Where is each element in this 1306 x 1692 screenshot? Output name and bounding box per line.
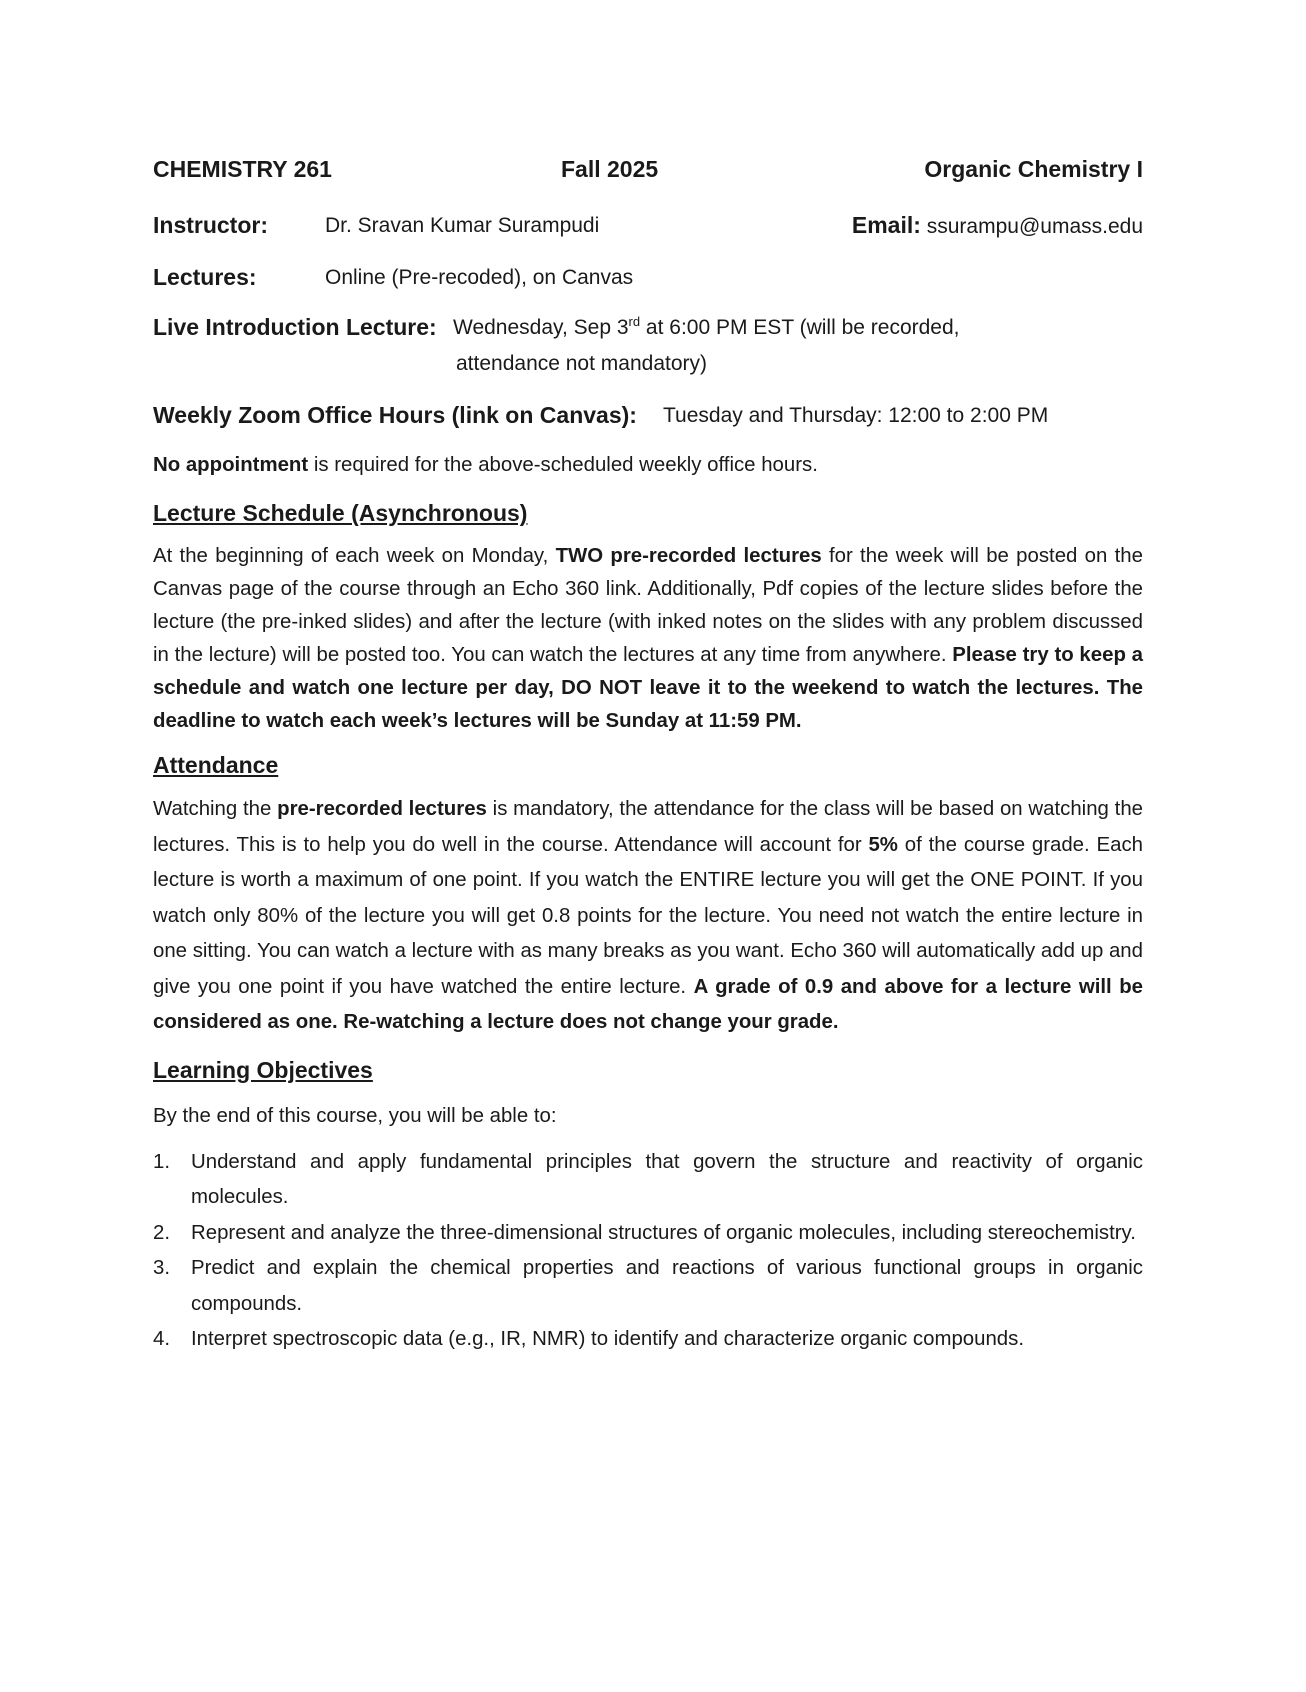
instructor-name: Dr. Sravan Kumar Surampudi: [325, 214, 600, 237]
document-header: [153, 150, 1143, 190]
list-item-text: Understand and apply fundamental principles that govern the structure and reactivity of organic molecules.: [191, 1150, 1143, 1208]
bold-run: TWO pre-recorded lectures: [555, 545, 822, 567]
list-item-number: 2.: [153, 1221, 171, 1244]
list-item: [153, 1216, 1143, 1252]
office-hours-label: Weekly Zoom Office Hours (link on Canvas):: [153, 402, 637, 428]
live-intro-date-suffix: rd: [628, 314, 641, 329]
office-hours-value: Tuesday and Thursday: 12:00 to 2:00 PM: [663, 404, 1049, 427]
office-hours-row: [153, 400, 1143, 450]
text-run: of the course grade. Each lecture is worth a maximum of one point. If you watch the ENTIRE lecture you will get the ONE POINT. If you watch only 80% of the lecture you will get 0.8 points for the lecture. You need not watch the entire lecture in one sitting. You can watch a lecture with as many breaks as you want. Echo 360 will automatically add up and give you one point if you have watched the entire lecture.: [153, 833, 1144, 998]
bold-run: 5%: [868, 833, 898, 856]
email-block: [852, 210, 1143, 242]
list-item-number: 1.: [153, 1150, 171, 1173]
text-run: At the beginning of each week on Monday,: [153, 545, 556, 567]
live-intro-label: Live Introduction Lecture:: [153, 314, 437, 340]
attendance-heading: Attendance: [153, 752, 279, 778]
lectures-value: Online (Pre-recoded), on Canvas: [325, 266, 634, 289]
bold-run: A grade of 0.9 and above for a lecture will be considered as one. Re-watching a lecture does not change your grade.: [153, 975, 1143, 1033]
attendance-paragraph: [153, 792, 1143, 1041]
list-item-text: Predict and explain the chemical properties and reactions of various functional groups in organic compounds.: [191, 1257, 1143, 1315]
appointment-rest: is required for the above-scheduled weekly office hours.: [308, 454, 818, 476]
list-item-text: Interpret spectroscopic data (e.g., IR, NMR) to identify and characterize organic compounds.: [191, 1328, 1025, 1350]
live-intro-row: [153, 312, 1143, 400]
course-term: Fall 2025: [561, 156, 659, 182]
text-run: is mandatory, the attendance for the class will be based on watching the lectures. This is to help you do well in the course. Attendance will account for: [153, 798, 1143, 856]
objectives-intro: By the end of this course, you will be able to:: [153, 1104, 557, 1127]
list-item-number: 3.: [153, 1257, 171, 1279]
list-item: [153, 1251, 1143, 1322]
live-intro-date: Wednesday, Sep 3: [453, 316, 629, 339]
lectures-row: [153, 262, 1143, 312]
text-run: for the week will be posted on the Canvas page of the course through an Echo 360 link. Additionally, Pdf copies of the lecture slides before the lecture (the pre-inked slides) and after the lecture (with inked notes on the slides with any problem discussed in the lecture) will be posted too. You can watch the lectures at any time from anywhere.: [153, 545, 1143, 666]
instructor-row: [153, 210, 1143, 262]
list-item: [153, 1322, 1143, 1358]
list-item: [153, 1145, 1143, 1216]
appointment-bold: No appointment: [153, 454, 309, 476]
list-item-text: Represent and analyze the three-dimensional structures of organic molecules, including stereochemistry.: [191, 1221, 1136, 1244]
bold-run: pre-recorded lectures: [277, 798, 487, 820]
text-run: Watching the: [153, 798, 278, 820]
live-intro-note: attendance not mandatory): [456, 352, 707, 375]
appointment-note: [153, 450, 1143, 480]
lecture-schedule-paragraph: [153, 540, 1143, 738]
lectures-label: Lectures:: [153, 264, 257, 290]
course-title: Organic Chemistry I: [924, 156, 1143, 182]
bold-run: Please try to keep a schedule and watch one lecture per day, DO NOT leave it to the weekend to watch the lectures. The deadline to watch each week’s lectures will be Sunday at 11:59 PM.: [153, 644, 1143, 732]
live-intro-time: at 6:00 PM EST (will be recorded,: [640, 316, 960, 339]
course-code: CHEMISTRY 261: [153, 156, 332, 182]
objectives-heading: Learning Objectives: [153, 1056, 373, 1083]
email-address: ssurampu@umass.edu: [926, 215, 1143, 238]
objectives-list: [153, 1145, 1143, 1358]
instructor-label: Instructor:: [153, 212, 268, 238]
syllabus-page: [153, 150, 1143, 1358]
lecture-schedule-heading: Lecture Schedule (Asynchronous): [153, 500, 528, 526]
live-intro-value: [453, 313, 960, 343]
list-item-number: 4.: [153, 1328, 171, 1350]
email-label: Email:: [851, 212, 921, 238]
